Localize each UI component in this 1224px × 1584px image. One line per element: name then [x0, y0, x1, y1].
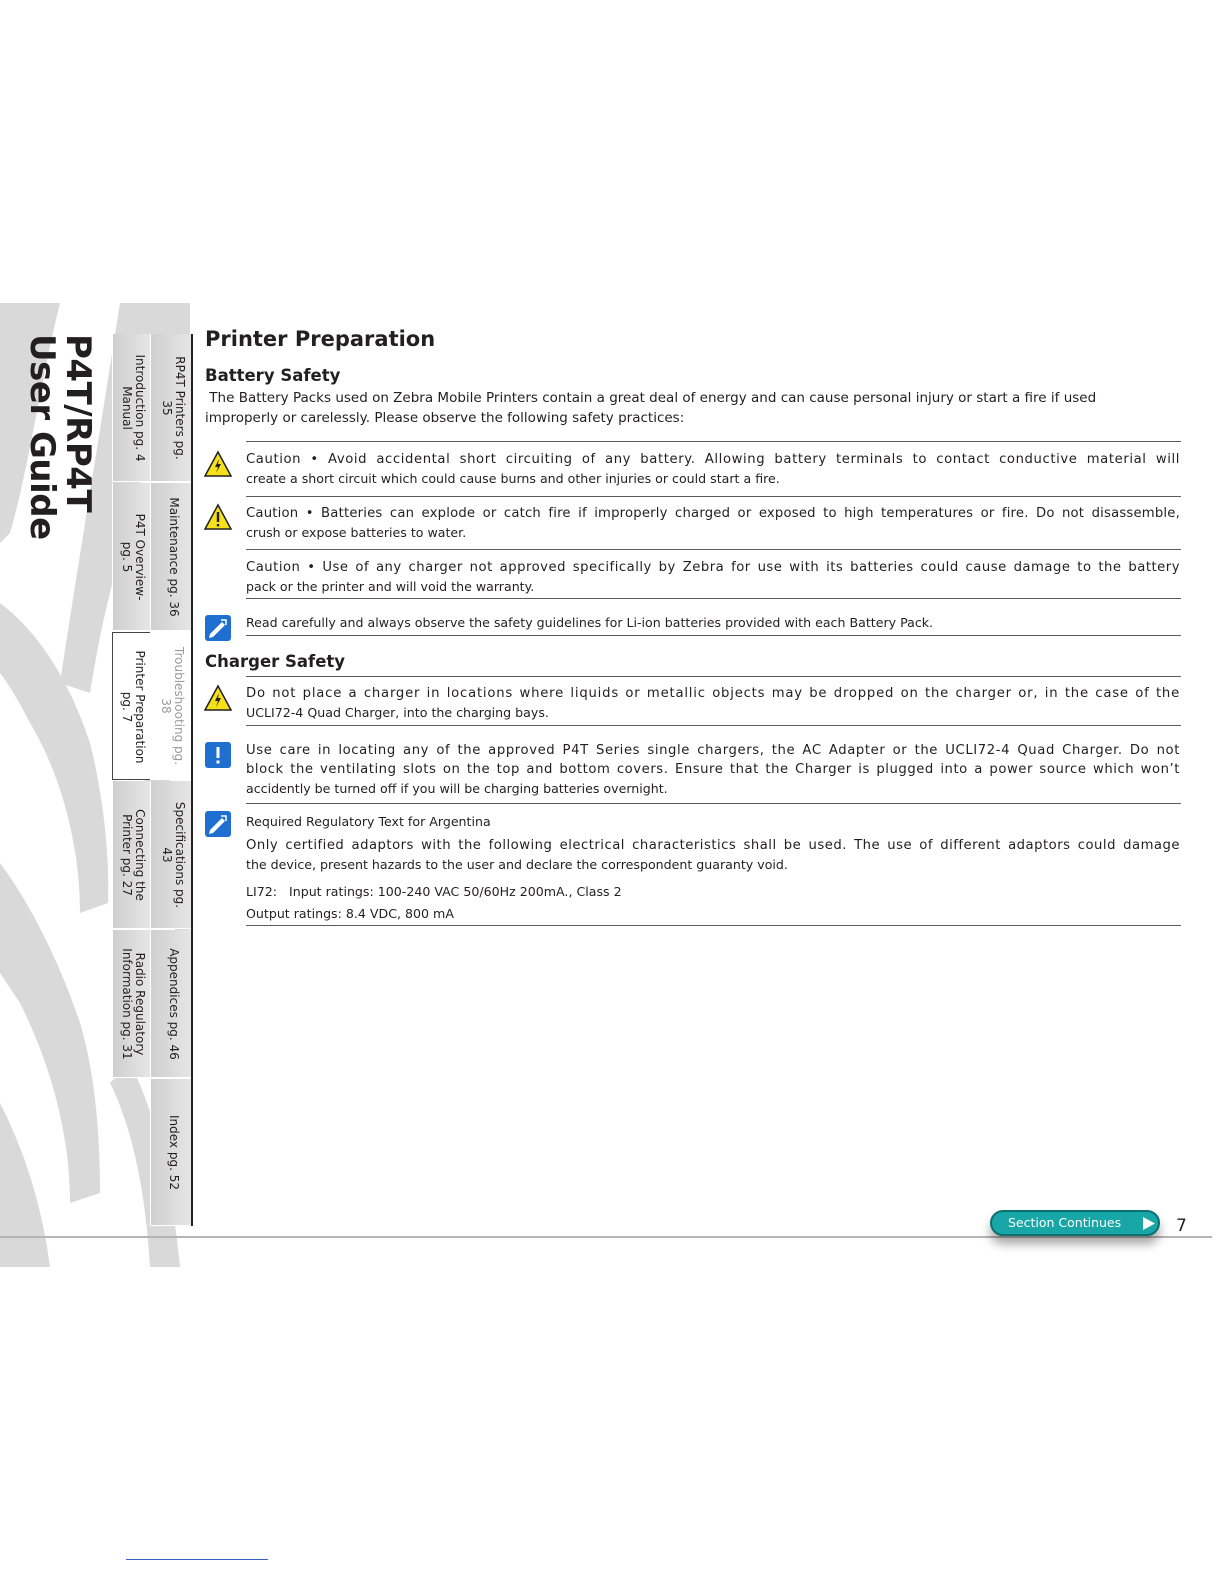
- section-continues-label: Section Continues: [1008, 1215, 1122, 1230]
- battery-safety-heading: Battery Safety: [205, 366, 341, 385]
- charger-note-2-lead2: block the ventilating slots on the top and bottom covers. Ensure that the Charger is plugged into a power source which won’t: [246, 762, 1180, 777]
- tab-label: Maintenance pg. 36: [167, 497, 181, 617]
- charger-note-1-rest: UCLI72-4 Quad Charger, into the charging bays.: [246, 705, 549, 720]
- note-icon: [204, 614, 232, 642]
- argentina-rest: the device, present hazards to the user and declare the correspondent guaranty void.: [246, 857, 788, 872]
- intro-line-1: The Battery Packs used on Zebra Mobile Printers contain a great deal of energy and can cause personal injury or start a fire if used: [205, 390, 1097, 406]
- tab-label: Troubleshooting pg. 38: [159, 646, 186, 766]
- tab-introduction[interactable]: [112, 334, 150, 482]
- tab-label: Printer Preparation pg. 7: [120, 650, 147, 764]
- charger-safety-heading: Charger Safety: [205, 652, 346, 671]
- divider: [246, 549, 1181, 550]
- divider: [246, 635, 1181, 636]
- tab-rp4t-printers[interactable]: [150, 334, 191, 482]
- charger-note-2: [246, 741, 1180, 798]
- warning-icon: [204, 503, 232, 531]
- divider: [246, 803, 1181, 804]
- page-number: 7: [1176, 1216, 1187, 1236]
- tab-label: RP4T Printers pg. 35: [160, 356, 187, 460]
- note-icon: [204, 810, 232, 838]
- caution-note-2: [246, 504, 1180, 542]
- read-note: Read carefully and always observe the safety guidelines for Li-ion batteries provided with each Battery Pack.: [246, 615, 934, 630]
- charger-note-2-lead1: Use care in locating any of the approved P4T Series single chargers, the AC Adapter or the UCLI72-4 Quad Charger. Do not: [246, 743, 1180, 758]
- tab-label: Connecting the Printer pg. 27: [120, 809, 147, 901]
- tab-label: Specifications pg. 43: [160, 801, 187, 909]
- divider: [246, 598, 1181, 599]
- tab-index[interactable]: [150, 1079, 191, 1226]
- caution-note-1: [246, 450, 1180, 488]
- tab-troubleshooting[interactable]: [150, 632, 191, 780]
- tab-specifications[interactable]: [150, 781, 191, 929]
- warning-icon: [204, 450, 232, 478]
- charger-note-2-rest: accidently be turned off if you will be charging batteries overnight.: [246, 781, 668, 796]
- divider: [246, 725, 1181, 726]
- tab-connecting-printer[interactable]: [112, 781, 150, 929]
- tab-appendices[interactable]: [150, 930, 191, 1078]
- argentina-heading: Required Regulatory Text for Argentina: [246, 814, 491, 829]
- tab-label: Introduction pg. 4 Manual: [120, 354, 147, 462]
- caution-note-1-rest: create a short circuit which could cause burns and other injuries or could start a fire.: [246, 471, 780, 486]
- footer-rule: [0, 1236, 1212, 1238]
- guide-title: [22, 330, 100, 550]
- tab-label: Radio Regulatory Information pg. 31: [120, 948, 147, 1060]
- tab-maintenance[interactable]: [150, 483, 191, 631]
- argentina-output-ratings: Output ratings: 8.4 VDC, 800 mA: [246, 906, 454, 921]
- divider: [246, 441, 1181, 442]
- argentina-note: [246, 836, 1180, 874]
- tab-p4t-overview[interactable]: [112, 483, 150, 631]
- tab-label: Appendices pg. 46: [167, 948, 181, 1060]
- caution-note-2-rest: crush or expose batteries to water.: [246, 525, 467, 540]
- tab-divider: [191, 334, 193, 1226]
- argentina-lead: Only certified adaptors with the following electrical characteristics shall be used. The use of different adaptors could damage: [246, 838, 1180, 853]
- tab-radio-regulatory[interactable]: [112, 930, 150, 1078]
- arrow-right-icon: [1142, 1216, 1156, 1231]
- intro-line-2: improperly or carelessly. Please observe the following safety practices:: [205, 410, 685, 426]
- argentina-input-ratings: LI72: Input ratings: 100-240 VAC 50/60Hz 200mA., Class 2: [246, 884, 622, 899]
- important-icon: [204, 741, 232, 769]
- page-title: Printer Preparation: [205, 327, 436, 351]
- caution-note-2-lead: Caution • Batteries can explode or catch fire if improperly charged or exposed to high temperatures or fire. Do not disassemble,: [246, 506, 1180, 521]
- charger-note-1: [246, 684, 1180, 722]
- caution-note-1-lead: Caution • Avoid accidental short circuiting of any battery. Allowing battery terminals to contact conductive material will: [246, 452, 1180, 467]
- tab-label: P4T Overview- pg. 5: [120, 513, 147, 601]
- caution-note-3: [246, 558, 1180, 596]
- caution-note-3-lead: Caution • Use of any charger not approved specifically by Zebra for use with its batteries could cause damage to the battery: [246, 560, 1180, 575]
- section-continues-button[interactable]: [990, 1210, 1160, 1236]
- guide-title-line1: P4T/RP4T: [58, 334, 98, 513]
- divider: [246, 676, 1181, 677]
- guide-title-line2: User Guide: [22, 334, 62, 540]
- tab-label: Index pg. 52: [167, 1115, 181, 1190]
- caution-note-3-rest: pack or the printer and will void the warranty.: [246, 579, 535, 594]
- divider: [246, 496, 1181, 497]
- bottom-link-underline: [126, 1559, 268, 1560]
- warning-icon: [204, 684, 232, 712]
- divider: [246, 925, 1181, 926]
- charger-note-1-lead: Do not place a charger in locations where liquids or metallic objects may be dropped on the charger or, in the case of the: [246, 686, 1180, 701]
